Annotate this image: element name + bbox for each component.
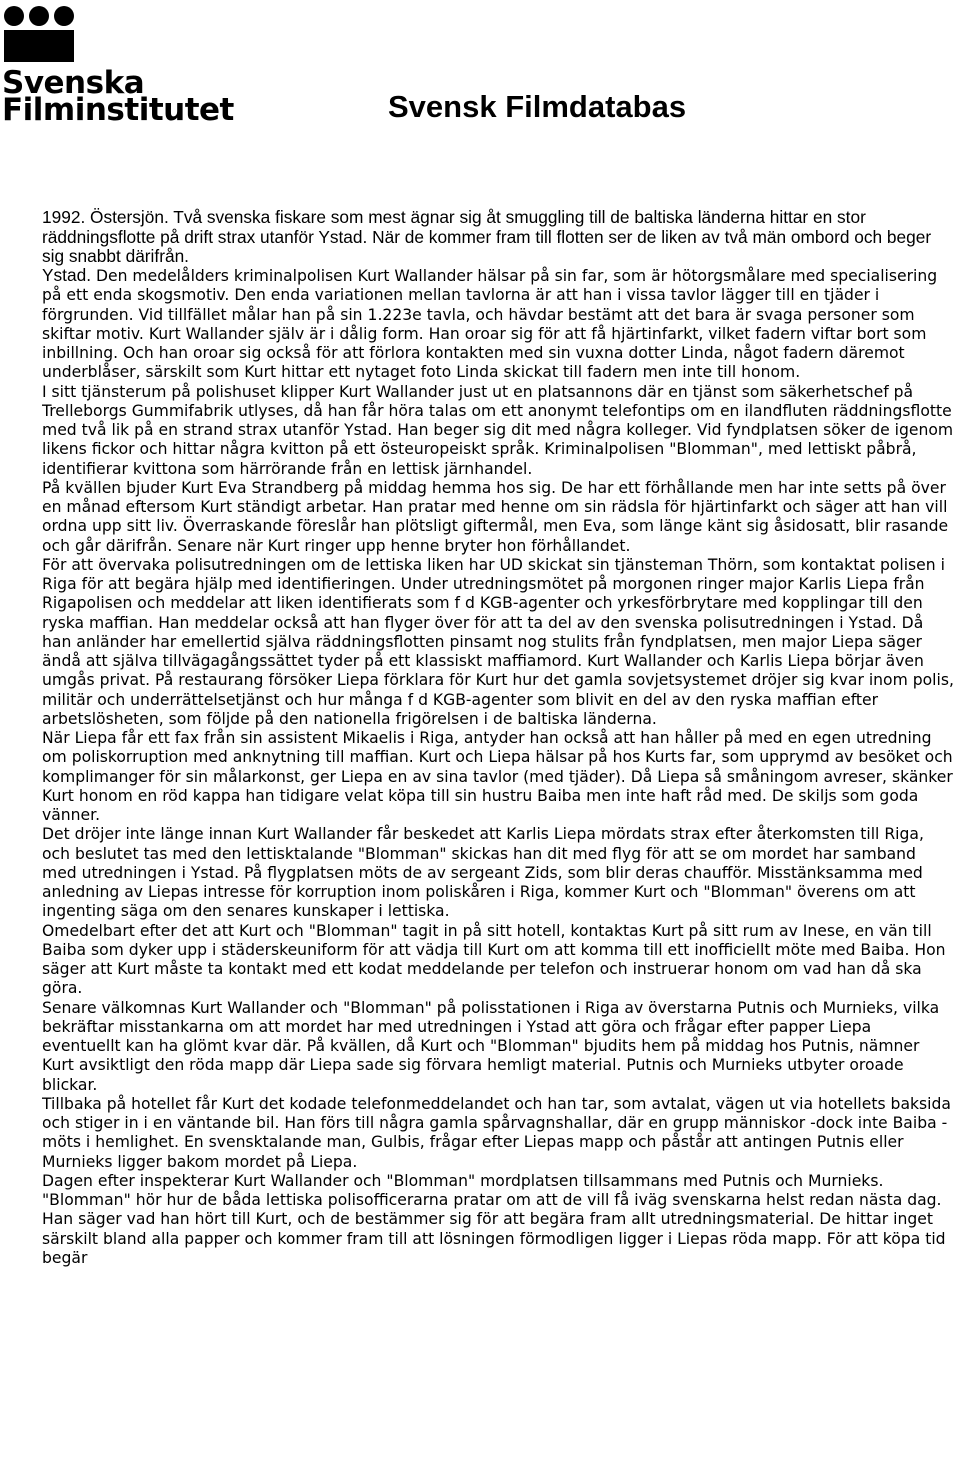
synopsis-body — [42, 266, 954, 1472]
svenska-filminstitutet-logo[interactable] — [2, 4, 234, 128]
synopsis-lead-word: Ystad. — [42, 266, 91, 285]
synopsis-paragraph: Det dröjer inte länge innan Kurt Wallander får beskedet att Karlis Liepa mördats strax efter återkomsten till Riga, och beslutet tas med den lettisktalande "Blomman" skickas han dit med flyg för att se om mordet har samband med utredningen i Ystad. På flygplatsen möts de av sergeant Zids, som blir deras chaufför. Misstänksamma med anledning av Liepas intresse för korruption inom poliskåren i Riga, kommer Kurt och "Blomman" överens om att ingenting säga om den senares kunskaper i lettiska. — [42, 825, 924, 921]
synopsis-paragraph: Tillbaka på hotellet får Kurt det kodade telefonmeddelandet och han tar, som avtalat, vägen ut via hotellets baksida och stiger in i en väntande bil. Han förs till några gamla spårvagnshallar, där en grupp människor -dock inte Baiba - möts i hemlighet. En svensktalande man, Gulbis, frågar efter Liepas mapp och påstår att antingen Putnis eller Murnieks ligger bakom mordet på Liepa. — [42, 1094, 951, 1171]
synopsis-paragraph: Omedelbart efter det att Kurt och "Blomman" tagit in på sitt hotell, kontaktas Kurt på sitt rum av Inese, en vän till Baiba som dyker upp i städerskeuniform för att vädja till Kurt om att komma till ett inofficiellt möte med Baiba. Hon säger att Kurt måste ta kontakt med ett kodat meddelande per telefon och instruerar honom om vad han då ska göra. — [42, 921, 946, 998]
logo-wordmark-line2: Filminstitutet — [2, 92, 234, 128]
synopsis-paragraph: Dagen efter inspekterar Kurt Wallander och "Blomman" mordplatsen tillsammans med Putnis och Murnieks. "Blomman" hör hur de båda lettiska polisofficerarna pratar om att de vill få iväg svenskarna helst redan nästa dag. Han säger vad han hört till Kurt, och de bestämmer sig för att begära fram allt utredningsmaterial. De hittar inget särskilt bland alla papper och kommer fram till att lösningen förmodligen ligger i Liepas röda mapp. För att köpa tid begär — [42, 1171, 946, 1267]
synopsis-paragraph: När Liepa får ett fax från sin assistent Mikaelis i Riga, antyder han också att han håller på med en egen utredning om poliskorruption med anknytning till maffian. Kurt och Liepa hälsar på hos Kurts far, som upprymd av besöket och komplimanger för sin målarkonst, ger Liepa en av sina tavlor (med tjäder). Då Liepa så småningom avreser, skänker Kurt honom en röd kappa han tidigare velat köpa till sin hustru Baiba men inte haft råd med. De skiljs som goda vänner. — [42, 729, 953, 824]
logo-wordmark-line1: Svenska — [2, 65, 145, 101]
synopsis-paragraph — [42, 266, 954, 383]
page-title: Svensk Filmdatabas — [388, 89, 687, 124]
synopsis-paragraph: I sitt tjänsterum på polishuset klipper Kurt Wallander just ut en platsannons där en tjänst som säkerhetschef på Trelleborgs Gummifabrik utlyses, då han får höra talas om ett anonymt telefontips om en ilandfluten räddningsflotte med två lik på en strand strax utanför Ystad. Han beger sig dit med några kolleger. Vid fyndplatsen söker de igenom likens fickor och hittar några kvitton på ett östeuropeiskt språk. Kriminalpolisen "Blomman", med lettiskt påbrå, identifierar kvittona som härrörande från en lettisk järnhandel. — [42, 382, 954, 478]
synopsis-paragraph: Senare välkomnas Kurt Wallander och "Blomman" på polisstationen i Riga av överstarna Putnis och Murnieks, vilka bekräftar misstankarna om att mordet har med utredningen i Ystad att göra och frågar efter papper Liepa eventuellt kan ha glömt kvar där. På kvällen, då Kurt och "Blomman" bjudits hem på middag hos Putnis, nämner Kurt avsiktligt den röda mapp där Liepa sade sig förvara hemligt material. Putnis och Murnieks utbyter oroade blickar. — [42, 998, 940, 1094]
synopsis-paragraph-text: Den medelålders kriminalpolisen Kurt Wallander hälsar på sin far, som är hötorgsmålare med specialisering på ett enda skogsmotiv. Den enda variationen mellan tavlorna är att han i vissa tavlor lägger till en tjäder i förgrunden. Vid tillfället målar han på sin 1.223e tavla, och hävdar bestämt att det bara är svaga personer som skiftar motiv. Kurt Wallander själv är i dålig form. Han oroar sig för att få hjärtinfarkt, vilket fadern viftar bort som inbillning. Och han oroar sig också för att förlora kontakten med sin vuxna dotter Linda, något fadern däremot underblåser, särskilt som Kurt hittar ett nytaget foto Linda skickat till fadern men inte till honom. — [42, 267, 938, 382]
synopsis-paragraph: På kvällen bjuder Kurt Eva Strandberg på middag hemma hos sig. De har ett förhållande men har inte setts på över en månad eftersom Kurt ständigt arbetar. Han pratar med henne om sin rädsla för hjärtinfarkt och säger att han vill ordna upp sitt liv. Överraskande föreslår han plötsligt giftermål, men Eva, som länge känt sig åsidosatt, blir rasande och går därifrån. Senare när Kurt ringer upp henne bryter hon förhållandet. — [42, 478, 949, 555]
synopsis-paragraph: För att övervaka polisutredningen om de lettiska liken har UD skickat sin tjänsteman Thörn, som kontaktat polisen i Riga för att begära hjälp med identifieringen. Under utredningsmötet på morgonen ringer major Karlis Liepa från Rigapolisen och meddelar att liken identifierats som f d KGB-agenter och yrkesförbrytare med kopplingar till den ryska maffian. Han meddelar också att han flyger över för att ta del av den svenska polisutredningen i Ystad. Då han anländer har emellertid själva räddningsflotten pinsamt nog stulits från fyndplatsen, men major Liepa säger ändå att själva tillvägagångssättet tyder på ett klassiskt maffiamord. Kurt Wallander och Karlis Liepa börjar även umgås privat. På restaurang försöker Liepa förklara för Kurt hur det gamla sovjetsystemet dröjer sig kvar inom polis, militär och underrättelsetjänst och hur många f d KGB-agenter som blivit en del av den ryska maffian efter arbetslösheten, som följde på den nationella frigörelsen i de baltiska länderna. — [42, 555, 954, 728]
synopsis-intro: 1992. Östersjön. Två svenska fiskare som mest ägnar sig åt smuggling till de baltiska länderna hittar en stor räddningsflotte på drift strax utanför Ystad. När de kommer fram till flotten ser de liken av två män ombord och beger sig snabbt därifrån. — [42, 207, 932, 266]
logo-dots-icon — [2, 4, 82, 64]
